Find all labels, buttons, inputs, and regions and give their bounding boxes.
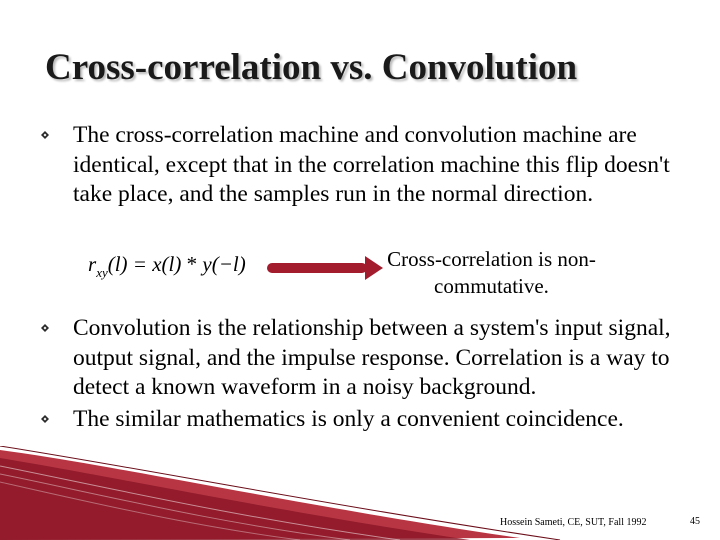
bullet-row [40,405,690,435]
formula-star: * [186,252,198,276]
slide-title: Cross-correlation vs. Convolution [45,47,578,88]
bullet-text: Convolution is the relationship between a system's input signal, output signal, and the impulse response. Correlation is a way to detect a known waveform in a noisy background. [73,315,671,400]
formula-rhs: y(−l) [197,252,246,276]
bullet-item [40,314,690,403]
formula-middle: (l) = x(l) [107,252,187,276]
bullet-text: The similar mathematics is only a convenient coincidence. [73,406,624,432]
right-arrow-icon [265,254,385,282]
bullet-item [40,405,690,435]
cross-correlation-formula [88,252,246,280]
commutativity-note: Cross-correlation is non-commutative. [387,247,596,298]
bullet-text: The cross-correlation machine and convolution machine are identical, except that in the correlation machine this flip doesn't take place, and the samples run in the normal direction. [73,122,670,207]
diamond-bullet-icon [40,130,50,140]
formula-lhs: r [88,252,97,276]
diamond-bullet-icon [40,323,50,333]
bullet-item [40,121,690,210]
formula-subscript: xy [96,265,108,280]
diamond-bullet-icon [40,414,50,424]
bullet-row [40,121,690,210]
page-number: 45 [690,516,700,527]
footer-credit: Hossein Sameti, CE, SUT, Fall 1992 [500,517,647,528]
bullet-row [40,314,690,403]
